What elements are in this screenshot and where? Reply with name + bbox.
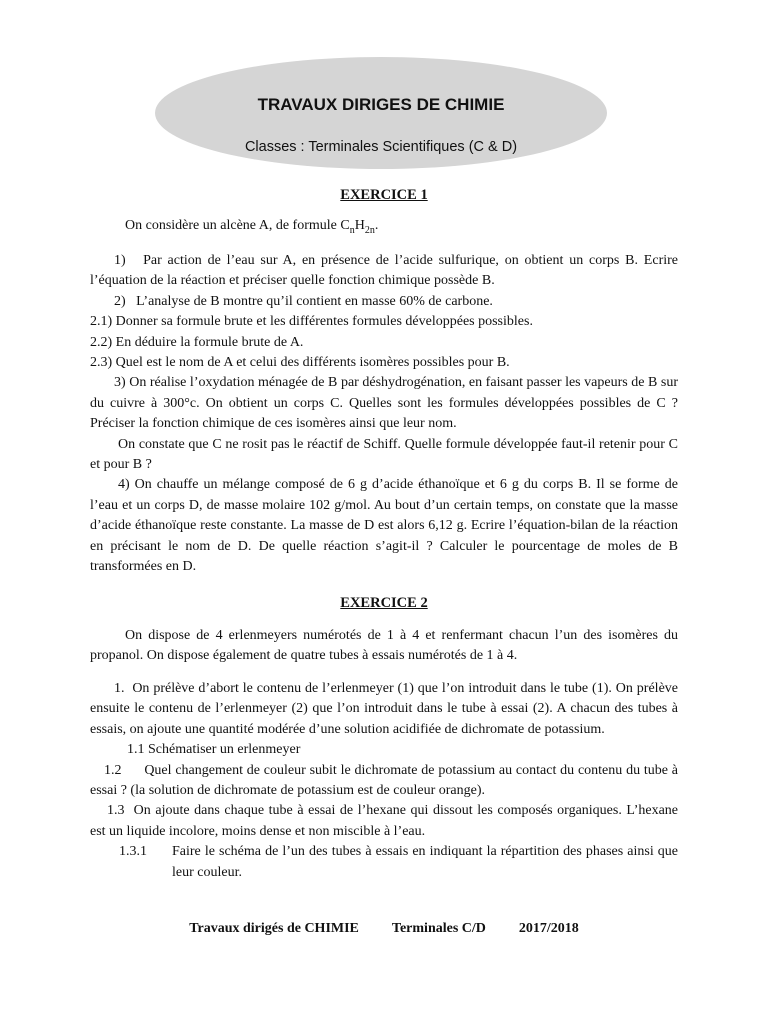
- ex1-question-2: 2) L’analyse de B montre qu’il contient en masse 60% de carbone.: [114, 293, 493, 309]
- ex1-question-2-2: 2.2) En déduire la formule brute de A.: [90, 334, 304, 350]
- ex2-question-1-2: 1.2 Quel changement de couleur subit le dichromate de potassium au contact du contenu du tube à essai ? (la solution de dichromate de potassium est de couleur orange).: [90, 762, 678, 799]
- intro-end: .: [374, 218, 379, 233]
- ex1-question-4: 4) On chauffe un mélange composé de 6 g d’acide éthanoïque et 6 g du corps B. Il se forme de l’eau et un corps D, de masse molaire 102 g/mol. Au bout d’un certain temps, on constate que la masse d’acide éthanoïque reste constante. La masse de D est alors 6,12 g. Ecrire l’équation-bilan de la réaction en précisant le nom de D. De quelle réaction s’agit-il ? Calculer le pourcentage de moles de B transformées en D.: [90, 477, 678, 575]
- ex1-question-2-3: 2.3) Quel est le nom de A et celui des différents isomères possibles pour B.: [90, 355, 510, 371]
- ex1-question-3: 3) On réalise l’oxydation ménagée de B par déshydrogénation, en faisant passer les vapeurs de B sur du cuivre à 300°c. On obtient un corps C. Quelles sont les formules développées possibles de C ? Préciser la fonction chimique de ces isomères ainsi que leur nom.: [90, 375, 678, 432]
- exercise-1-title: EXERCICE 1: [340, 187, 428, 203]
- exercise-1-intro: [90, 216, 678, 241]
- ex2-question-1-3-1-text: Faire le schéma de l’un des tubes à essais en indiquant la répartition des phases ainsi que leur couleur.: [172, 844, 678, 880]
- document-title: TRAVAUX DIRIGES DE CHIMIE: [257, 95, 505, 114]
- page-footer: [0, 919, 768, 939]
- exercise-2-intro: [90, 626, 678, 667]
- ex2-question-1-3-1-number: 1.3.1: [119, 844, 147, 860]
- intro-h: H: [354, 218, 365, 233]
- document-subtitle: Classes : Terminales Scientifiques (C & D): [244, 139, 518, 155]
- intro-sub-n: n: [349, 224, 355, 236]
- intro-sub-2n: 2n: [364, 224, 375, 236]
- footer-classes: Terminales C/D: [391, 921, 486, 936]
- ex2-question-1-3-1: [90, 842, 678, 883]
- ex2-question-1: 1. On prélève d’abort le contenu de l’erlenmeyer (1) que l’on introduit dans le tube (1). On prélève ensuite le contenu de l’erlenmeyer (2) que l’on introduit dans le tube à essai (2). A chacun des tubes à essais, on ajoute une quantité modérée d’une solution acidifiée de dichromate de potassium.: [90, 681, 678, 737]
- footer-course: Travaux dirigés de CHIMIE: [189, 921, 359, 936]
- ex2-intro-paragraph: On dispose de 4 erlenmeyers numérotés de 1 à 4 et renfermant chacun l’un des isomères du propanol. On dispose également de quatre tubes à essais numérotés de 1 à 4.: [90, 628, 678, 664]
- exercise-2-title: EXERCICE 2: [340, 595, 428, 611]
- footer-year: 2017/2018: [518, 921, 579, 936]
- intro-text: On considère un alcène A, de formule C: [125, 218, 350, 233]
- exercise-1-intro-line: [90, 216, 678, 241]
- ex2-question-1-1: 1.1 Schématiser un erlenmeyer: [127, 742, 301, 758]
- ex1-question-1: 1) Par action de l’eau sur A, en présence de l’acide sulfurique, on obtient un corps B. Ecrire l’équation de la réaction et préciser quelle fonction chimique possède B.: [90, 253, 678, 289]
- ex1-question-3-followup: On constate que C ne rosit pas le réactif de Schiff. Quelle formule développée faut-il retenir pour C et pour B ?: [90, 436, 678, 473]
- exercise-2-body: [90, 679, 678, 883]
- ex2-question-1-3: 1.3 On ajoute dans chaque tube à essai de l’hexane qui dissout les composés organiques. L’hexane est un liquide incolore, moins dense et non miscible à l’eau.: [90, 803, 678, 839]
- exercise-1-body: [90, 251, 678, 578]
- ex1-question-2-1: 2.1) Donner sa formule brute et les différentes formules développées possibles.: [90, 314, 533, 330]
